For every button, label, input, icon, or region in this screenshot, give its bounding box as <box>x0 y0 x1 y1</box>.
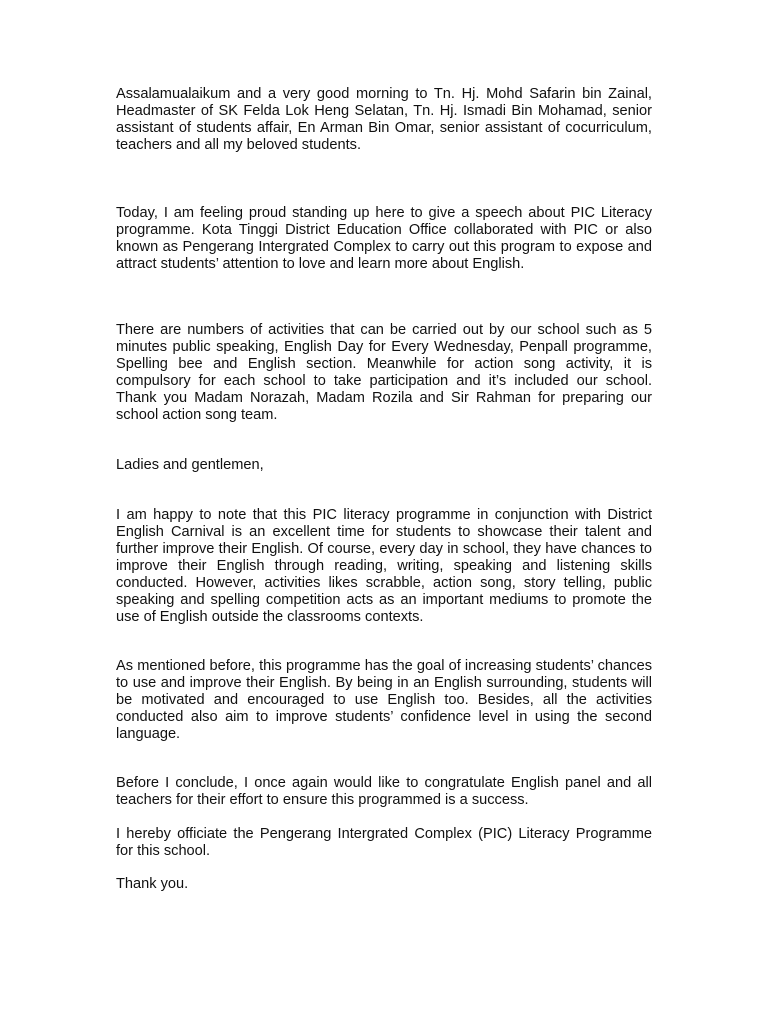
paragraph-greeting: Assalamualaikum and a very good morning to Tn. Hj. Mohd Safarin bin Zainal, Headmaster of SK Felda Lok Heng Selatan, Tn. Hj. Ismadi Bin Mohamad, senior assistant of students affair, En Arman Bin Omar, senior assistant of cocurriculum, teachers and all my beloved students. <box>116 86 652 153</box>
paragraph-introduction: Today, I am feeling proud standing up here to give a speech about PIC Literacy programme. Kota Tinggi District Education Office collaborated with PIC or also known as Pengerang Intergrated Complex to carry out this program to expose and attract students’ attention to love and learn more about English. <box>116 205 652 272</box>
paragraph-literacy-programme: I am happy to note that this PIC literacy programme in conjunction with District English Carnival is an excellent time for students to showcase their talent and further improve their English. Of course, every day in school, they have chances to improve their English through reading, writing, speaking and listening skills conducted. However, activities likes scrabble, action song, story telling, public speaking and spelling competition acts as an important mediums to promote the use of English outside the classrooms contexts. <box>116 507 652 625</box>
paragraph-activities: There are numbers of activities that can be carried out by our school such as 5 minutes public speaking, English Day for Every Wednesday, Penpall programme, Spelling bee and English section. Meanwhile for action song activity, it is compulsory for each school to take participation and it’s included our school. Thank you Madam Norazah, Madam Rozila and Sir Rahman for preparing our school action song team. <box>116 322 652 423</box>
paragraph-thank-you: Thank you. <box>116 876 189 892</box>
paragraph-conclusion: Before I conclude, I once again would like to congratulate English panel and all teachers for their effort to ensure this programmed is a success. <box>116 775 652 808</box>
paragraph-programme-goal: As mentioned before, this programme has the goal of increasing students’ chances to use and improve their English. By being in an English surrounding, students will be motivated and encouraged to use English too. Besides, all the activities conducted also aim to improve students’ confidence level in using the second language. <box>116 658 652 742</box>
paragraph-officiate: I hereby officiate the Pengerang Intergrated Complex (PIC) Literacy Programme for this school. <box>116 826 652 859</box>
paragraph-address: Ladies and gentlemen, <box>116 457 264 473</box>
